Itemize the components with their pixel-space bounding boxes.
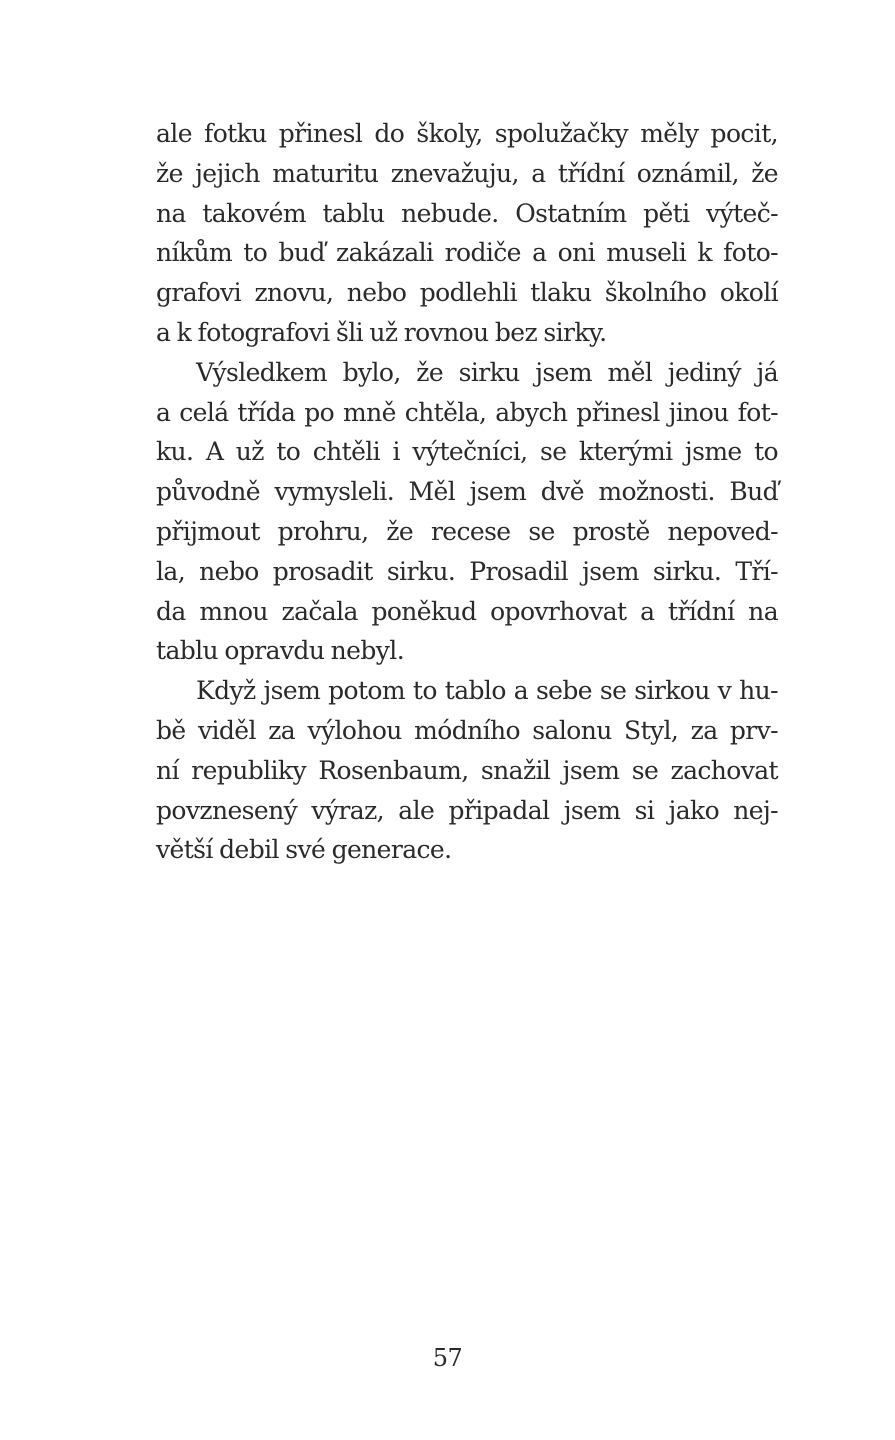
text-line: níkům to buď zakázali rodiče a oni museli k foto-	[156, 238, 778, 268]
text-line: povznesený výraz, ale připadal jsem si jako nej-	[156, 795, 778, 825]
text-line: přijmout prohru, že recese se prostě nepoved-	[156, 516, 778, 546]
paragraph-2	[156, 353, 778, 671]
text-line: ale fotku přinesl do školy, spolužačky měly pocit,	[156, 119, 778, 148]
text-line: tablu opravdu nebyl.	[156, 636, 405, 666]
paragraph-3	[156, 671, 778, 870]
text-line: Když jsem potom to tablo a sebe se sirkou v hu-	[196, 676, 778, 706]
text-line: větší debil své generace.	[156, 835, 452, 865]
text-line: ku. A už to chtěli i výtečníci, se kterými jsme to	[156, 437, 778, 467]
body-text	[156, 114, 778, 870]
text-line: na takovém tablu nebude. Ostatním pěti výteč-	[156, 198, 778, 228]
text-line: da mnou začala poněkud opovrhovat a třídní na	[156, 596, 778, 626]
text-line: že jejich maturitu znevažuju, a třídní oznámil, že	[156, 158, 778, 188]
text-line: grafovi znovu, nebo podlehli tlaku školního okolí	[156, 278, 778, 308]
page-number: 57	[432, 1344, 463, 1372]
text-line: původně vymysleli. Měl jsem dvě možnosti. Buď	[156, 477, 778, 507]
text-line: Výsledkem bylo, že sirku jsem měl jediný já	[196, 357, 778, 387]
paragraph-1	[156, 114, 778, 353]
text-line: ní republiky Rosenbaum, snažil jsem se zachovat	[156, 755, 778, 785]
text-line: a k fotografovi šli už rovnou bez sirky.	[156, 317, 607, 347]
text-line: a celá třída po mně chtěla, abych přinesl jinou fot-	[156, 397, 778, 427]
text-line: bě viděl za výlohou módního salonu Styl, za prv-	[156, 715, 778, 745]
text-line: la, nebo prosadit sirku. Prosadil jsem sirku. Tří-	[156, 556, 778, 586]
